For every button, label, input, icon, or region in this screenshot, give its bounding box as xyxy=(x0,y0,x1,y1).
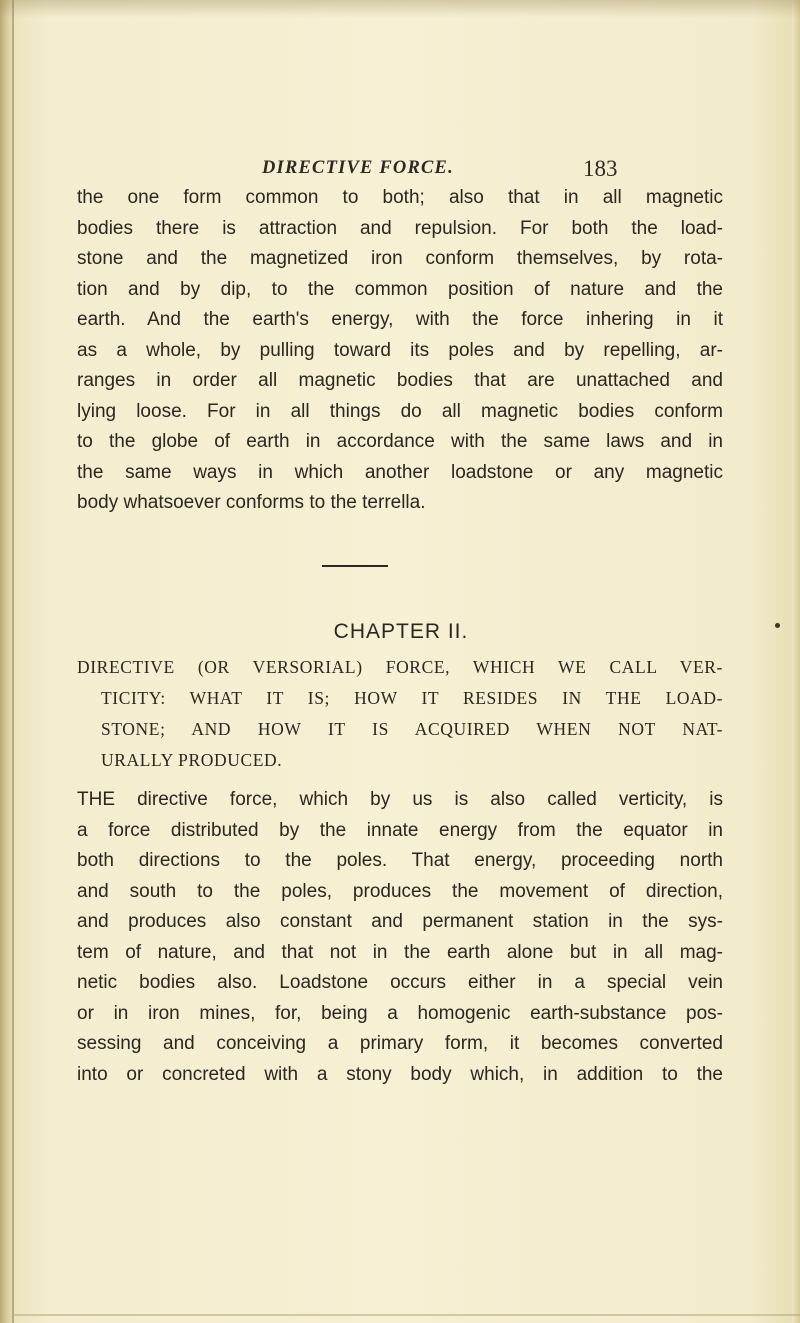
text-line: ranges in order all magnetic bodies that are unattached and xyxy=(77,370,723,391)
text-line: into or concreted with a stony body which, in addition to the xyxy=(77,1063,723,1085)
text-line: earth. And the earth's energy, with the force inhering in it xyxy=(77,309,723,330)
section-divider-rule xyxy=(322,565,388,567)
running-head-title: DIRECTIVE FORCE. xyxy=(262,158,454,178)
text-line: to the globe of earth in accordance with the same laws and in xyxy=(77,431,723,452)
page-top-shadow xyxy=(0,0,800,18)
summary-line: DIRECTIVE (OR VERSORIAL) FORCE, WHICH WE CALL VER- xyxy=(77,657,723,677)
text-line: body whatsoever conforms to the terrella. xyxy=(77,492,426,513)
text-line: stone and the magnetized iron conform themselves, by rota- xyxy=(77,248,723,269)
text-line: the one form common to both; also that in all magnetic xyxy=(77,187,723,208)
chapter-heading xyxy=(0,620,730,644)
text-line: sessing and conceiving a primary form, it becomes converted xyxy=(77,1033,723,1054)
text-line: bodies there is attraction and repulsion. For both the load- xyxy=(77,217,723,239)
summary-line: TICITY: WHAT IT IS; HOW IT RESIDES IN THE LOAD- xyxy=(101,688,723,708)
paper-speck xyxy=(775,623,780,628)
text-line: both directions to the poles. That energy, proceeding north xyxy=(77,850,723,871)
page-gutter-line xyxy=(12,0,14,1323)
summary-line: STONE; AND HOW IT IS ACQUIRED WHEN NOT NAT- xyxy=(101,719,723,739)
page-edge xyxy=(792,0,800,1323)
page-bottom-edge xyxy=(14,1314,800,1316)
paragraph-2 xyxy=(77,785,723,1090)
text-line: netic bodies also. Loadstone occurs either in a special vein xyxy=(77,972,723,993)
text-line: THE directive force, which by us is also called verticity, is xyxy=(77,789,723,810)
paragraph-1 xyxy=(77,183,723,519)
text-line: as a whole, by pulling toward its poles and by repelling, ar- xyxy=(77,339,723,361)
text-line: and south to the poles, produces the movement of direction, xyxy=(77,880,723,902)
text-line: or in iron mines, for, being a homogenic earth-substance pos- xyxy=(77,1002,723,1024)
chapter-title: CHAPTER II. xyxy=(333,620,469,643)
text-line: and produces also constant and permanent station in the sys- xyxy=(77,911,723,932)
text-line: lying loose. For in all things do all magnetic bodies conform xyxy=(77,400,723,422)
text-line: tem of nature, and that not in the earth alone but in all mag- xyxy=(77,941,723,963)
text-line: a force distributed by the innate energy from the equator in xyxy=(77,819,723,841)
chapter-summary xyxy=(77,652,723,776)
text-line: the same ways in which another loadstone or any magnetic xyxy=(77,461,723,483)
text-line: tion and by dip, to the common position of nature and the xyxy=(77,278,723,300)
page-number: 183 xyxy=(583,156,618,181)
summary-line: URALLY PRODUCED. xyxy=(101,750,283,770)
